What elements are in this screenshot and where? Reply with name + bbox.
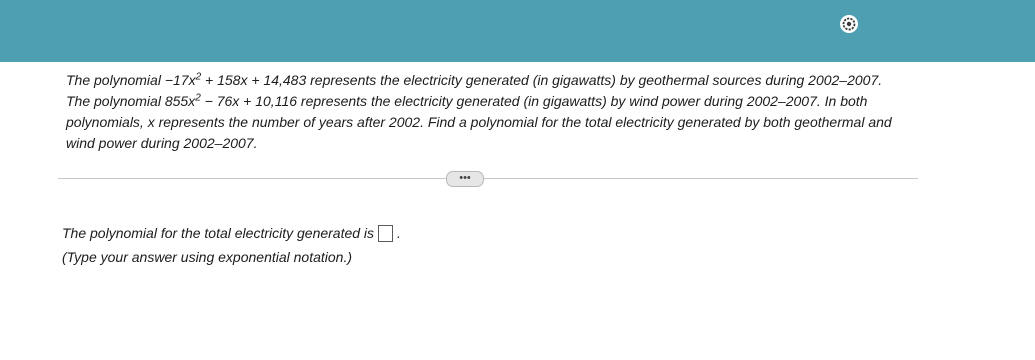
more-options-button[interactable]: ••• (446, 171, 484, 187)
geothermal-polynomial: $-17x^2 + 158x + 14,483$ (164, 71, 307, 88)
header-bar (0, 0, 1035, 62)
question-text (66, 70, 896, 154)
answer-instruction: (Type your answer using exponential notation.) (62, 249, 353, 265)
question-line1-post: represents the electricity generated (in gigawatts) by geothermal sources during 2002–2007. (310, 72, 883, 88)
settings-button[interactable] (839, 14, 859, 34)
answer-prompt: The polynomial for the total electricity generated is (62, 225, 375, 241)
question-line2-post: represents the electricity generated (in gigawatts) by wind power during 2002–2007. In both polynomials, x represents the number of years after 2002. Find a polynomial for the total electricity generated by both geothermal and wind power during 2002–2007. (66, 93, 892, 151)
answer-punct: . (397, 225, 401, 241)
wind-polynomial: $855x^2 - 76x + 10,116$ (164, 92, 298, 109)
gear-icon (839, 14, 859, 34)
answer-input[interactable] (378, 225, 393, 242)
answer-section (62, 222, 401, 268)
section-divider (58, 178, 918, 179)
question-line1-pre: The polynomial (66, 72, 161, 88)
question-line2-pre: The polynomial (66, 93, 161, 109)
